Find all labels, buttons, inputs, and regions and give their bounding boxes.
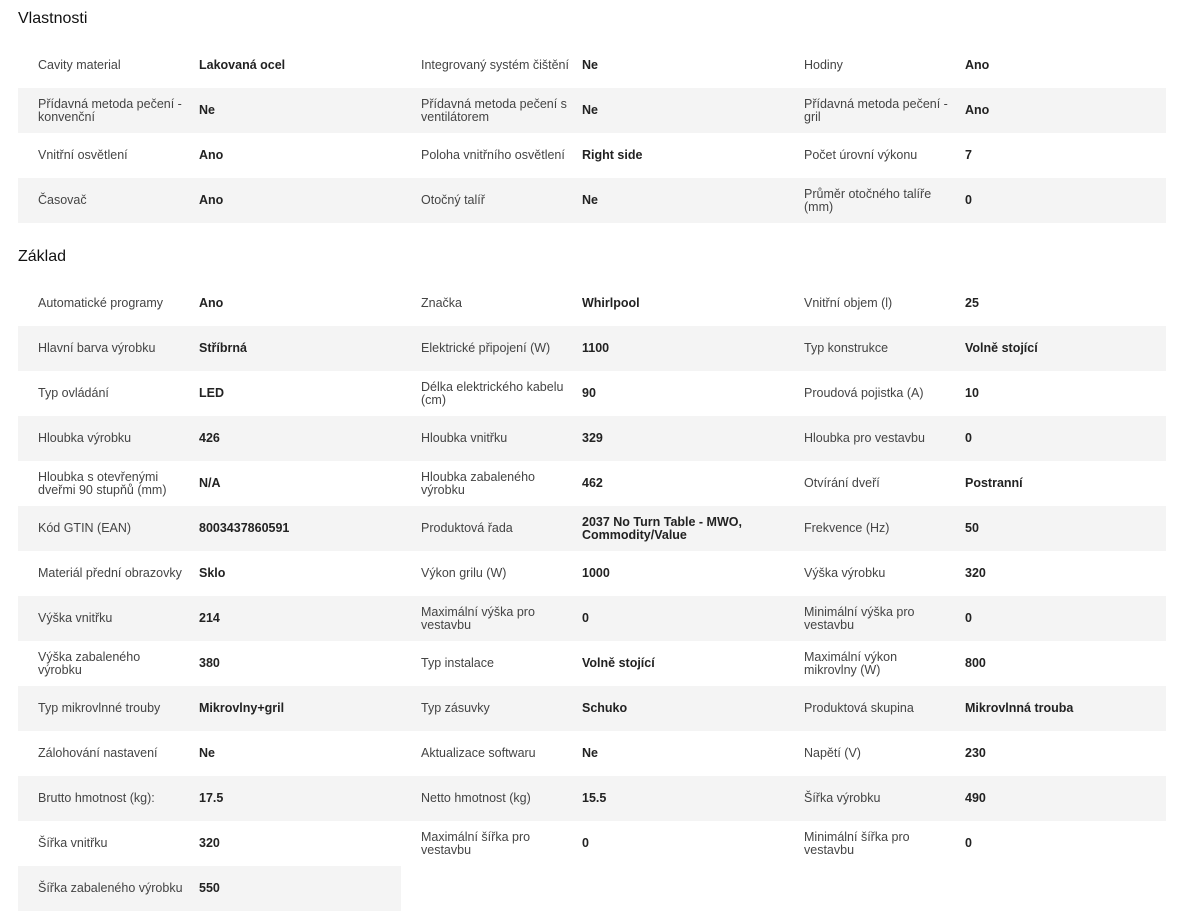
spec-item — [784, 281, 1166, 326]
spec-label: Automatické programy — [38, 296, 164, 310]
spec-value: 8003437860591 — [199, 521, 290, 535]
spec-value: LED — [199, 386, 224, 400]
spec-label: Typ konstrukce — [804, 341, 889, 355]
spec-label: Přídavná metoda pečení - gril — [804, 96, 948, 124]
spec-label: Hloubka pro vestavbu — [804, 431, 925, 445]
spec-item — [18, 133, 401, 178]
section-title-zaklad: Základ — [18, 248, 67, 265]
spec-value: Postranní — [965, 476, 1023, 490]
spec-item — [18, 326, 401, 371]
spec-label: Produktová skupina — [804, 701, 914, 715]
spec-item — [784, 731, 1166, 776]
spec-value: Ano — [199, 193, 224, 207]
spec-value: 1000 — [582, 566, 610, 580]
spec-item — [401, 178, 784, 223]
spec-label: Typ mikrovlnné trouby — [38, 701, 161, 715]
spec-value: Ano — [199, 148, 224, 162]
spec-item — [401, 88, 784, 133]
spec-item — [784, 371, 1166, 416]
spec-value: Lakovaná ocel — [199, 58, 286, 72]
spec-value: 15.5 — [582, 791, 607, 805]
spec-item — [401, 551, 784, 596]
spec-value: Ne — [199, 746, 215, 760]
spec-item — [401, 461, 784, 506]
spec-table-zaklad — [18, 281, 1166, 911]
spec-item — [784, 641, 1166, 686]
spec-label: Typ zásuvky — [421, 701, 490, 715]
spec-item — [401, 371, 784, 416]
spec-label: Minimální výška pro vestavbu — [804, 604, 915, 632]
spec-label: Počet úrovní výkonu — [804, 148, 918, 162]
spec-label: Integrovaný systém čištění — [421, 58, 569, 72]
spec-label: Typ ovládání — [38, 386, 109, 400]
spec-value: Ano — [965, 103, 990, 117]
spec-label: Hodiny — [804, 58, 843, 72]
spec-label: Napětí (V) — [804, 746, 861, 760]
spec-value: 0 — [965, 836, 972, 850]
spec-label: Hloubka s otevřenými dveřmi 90 stupňů (mm) — [38, 469, 167, 497]
spec-value: 0 — [965, 611, 972, 625]
spec-label: Výška zabaleného výrobku — [38, 649, 141, 677]
spec-value: 380 — [199, 656, 220, 670]
spec-item — [784, 88, 1166, 133]
spec-label: Šířka zabaleného výrobku — [38, 881, 183, 895]
spec-item — [784, 776, 1166, 821]
spec-label: Přídavná metoda pečení - konvenční — [38, 96, 182, 124]
spec-label: Průměr otočného talíře (mm) — [804, 186, 932, 214]
spec-value: 0 — [965, 431, 972, 445]
spec-label: Kód GTIN (EAN) — [38, 521, 132, 535]
spec-value: 426 — [199, 431, 220, 445]
spec-label: Frekvence (Hz) — [804, 521, 890, 535]
spec-label: Brutto hmotnost (kg): — [38, 791, 155, 805]
spec-item — [784, 506, 1166, 551]
spec-item — [18, 731, 401, 776]
spec-item — [401, 416, 784, 461]
spec-item — [18, 596, 401, 641]
spec-value: Mikrovlnná trouba — [965, 701, 1074, 715]
spec-item — [784, 551, 1166, 596]
spec-value: Ano — [199, 296, 224, 310]
spec-label: Délka elektrického kabelu (cm) — [421, 379, 564, 407]
spec-value: 90 — [582, 386, 596, 400]
spec-item — [401, 731, 784, 776]
spec-value: 0 — [582, 836, 589, 850]
spec-item — [18, 178, 401, 223]
spec-item — [401, 506, 784, 551]
spec-item — [784, 596, 1166, 641]
spec-item — [784, 416, 1166, 461]
spec-value: Mikrovlny+gril — [199, 701, 285, 715]
spec-item — [784, 326, 1166, 371]
spec-label: Vnitřní objem (l) — [804, 296, 893, 310]
spec-item — [18, 371, 401, 416]
spec-value: 10 — [965, 386, 979, 400]
spec-value: 462 — [582, 476, 603, 490]
spec-label: Šířka vnitřku — [38, 836, 108, 850]
spec-value: 0 — [965, 193, 972, 207]
spec-item — [18, 506, 401, 551]
section-title-vlastnosti: Vlastnosti — [18, 10, 88, 27]
spec-item — [18, 461, 401, 506]
spec-value: 550 — [199, 881, 220, 895]
spec-label: Proudová pojistka (A) — [804, 386, 924, 400]
spec-item — [18, 281, 401, 326]
spec-label: Poloha vnitřního osvětlení — [421, 148, 565, 162]
spec-item — [18, 866, 401, 911]
spec-value: N/A — [199, 476, 221, 490]
spec-value: 50 — [965, 521, 979, 535]
spec-value: Stříbrná — [199, 341, 247, 355]
spec-label: Produktová řada — [421, 521, 513, 535]
spec-label: Hloubka vnitřku — [421, 431, 508, 445]
spec-item — [401, 821, 784, 866]
spec-table-vlastnosti — [18, 43, 1166, 223]
spec-item — [401, 43, 784, 88]
spec-label: Hloubka výrobku — [38, 431, 132, 445]
spec-item — [18, 776, 401, 821]
spec-item — [784, 686, 1166, 731]
spec-item — [18, 821, 401, 866]
spec-value: Whirlpool — [582, 296, 640, 310]
spec-item — [401, 776, 784, 821]
spec-value: 320 — [199, 836, 220, 850]
spec-item — [18, 43, 401, 88]
spec-label: Zálohování nastavení — [38, 746, 158, 760]
spec-item — [401, 281, 784, 326]
spec-item — [18, 551, 401, 596]
spec-value: Volně stojící — [582, 656, 655, 670]
spec-value: 490 — [965, 791, 986, 805]
spec-value: Ne — [582, 193, 598, 207]
spec-label: Šířka výrobku — [804, 791, 881, 805]
spec-label: Přídavná metoda pečení s ventilátorem — [421, 96, 567, 124]
spec-label: Minimální šířka pro vestavbu — [804, 829, 910, 857]
spec-value: Sklo — [199, 566, 226, 580]
spec-value: 230 — [965, 746, 986, 760]
spec-value: 329 — [582, 431, 603, 445]
spec-value: 17.5 — [199, 791, 224, 805]
spec-label: Výkon grilu (W) — [421, 566, 507, 580]
spec-label: Typ instalace — [421, 656, 494, 670]
spec-value: 0 — [582, 611, 589, 625]
spec-label: Výška vnitřku — [38, 611, 113, 625]
spec-label: Hlavní barva výrobku — [38, 341, 156, 355]
spec-value: 1100 — [582, 341, 610, 355]
spec-label: Elektrické připojení (W) — [421, 341, 551, 355]
spec-item — [784, 178, 1166, 223]
spec-label: Maximální šířka pro vestavbu — [421, 829, 531, 857]
spec-label: Značka — [421, 296, 462, 310]
spec-value: 320 — [965, 566, 986, 580]
spec-item — [18, 88, 401, 133]
spec-item — [18, 416, 401, 461]
spec-label: Maximální výška pro vestavbu — [421, 604, 535, 632]
spec-label: Materiál přední obrazovky — [38, 566, 182, 580]
spec-value: 2037 No Turn Table - MWO, Commodity/Value — [582, 514, 742, 542]
spec-value: 25 — [965, 296, 979, 310]
spec-label: Hloubka zabaleného výrobku — [421, 469, 535, 497]
spec-value: Right side — [582, 148, 643, 162]
spec-value: Volně stojící — [965, 341, 1038, 355]
spec-label: Cavity material — [38, 58, 121, 72]
spec-item — [401, 686, 784, 731]
spec-value: Ano — [965, 58, 990, 72]
spec-value: 7 — [965, 148, 972, 162]
spec-label: Výška výrobku — [804, 566, 886, 580]
spec-item — [401, 641, 784, 686]
spec-item — [401, 326, 784, 371]
spec-item — [401, 133, 784, 178]
spec-item — [18, 641, 401, 686]
spec-item — [401, 596, 784, 641]
spec-item — [784, 461, 1166, 506]
spec-item — [784, 43, 1166, 88]
spec-value: 800 — [965, 656, 986, 670]
spec-label: Maximální výkon mikrovlny (W) — [804, 649, 898, 677]
spec-item — [784, 133, 1166, 178]
spec-item — [784, 821, 1166, 866]
spec-value: Ne — [199, 103, 215, 117]
spec-value: Ne — [582, 746, 598, 760]
spec-label: Aktualizace softwaru — [421, 746, 536, 760]
spec-label: Vnitřní osvětlení — [38, 148, 128, 162]
spec-item — [18, 686, 401, 731]
spec-label: Časovač — [38, 193, 87, 207]
spec-value: 214 — [199, 611, 220, 625]
spec-value: Schuko — [582, 701, 628, 715]
spec-label: Netto hmotnost (kg) — [421, 791, 531, 805]
spec-label: Otvírání dveří — [804, 476, 880, 490]
spec-value: Ne — [582, 103, 598, 117]
spec-label: Otočný talíř — [421, 193, 485, 207]
spec-value: Ne — [582, 58, 598, 72]
